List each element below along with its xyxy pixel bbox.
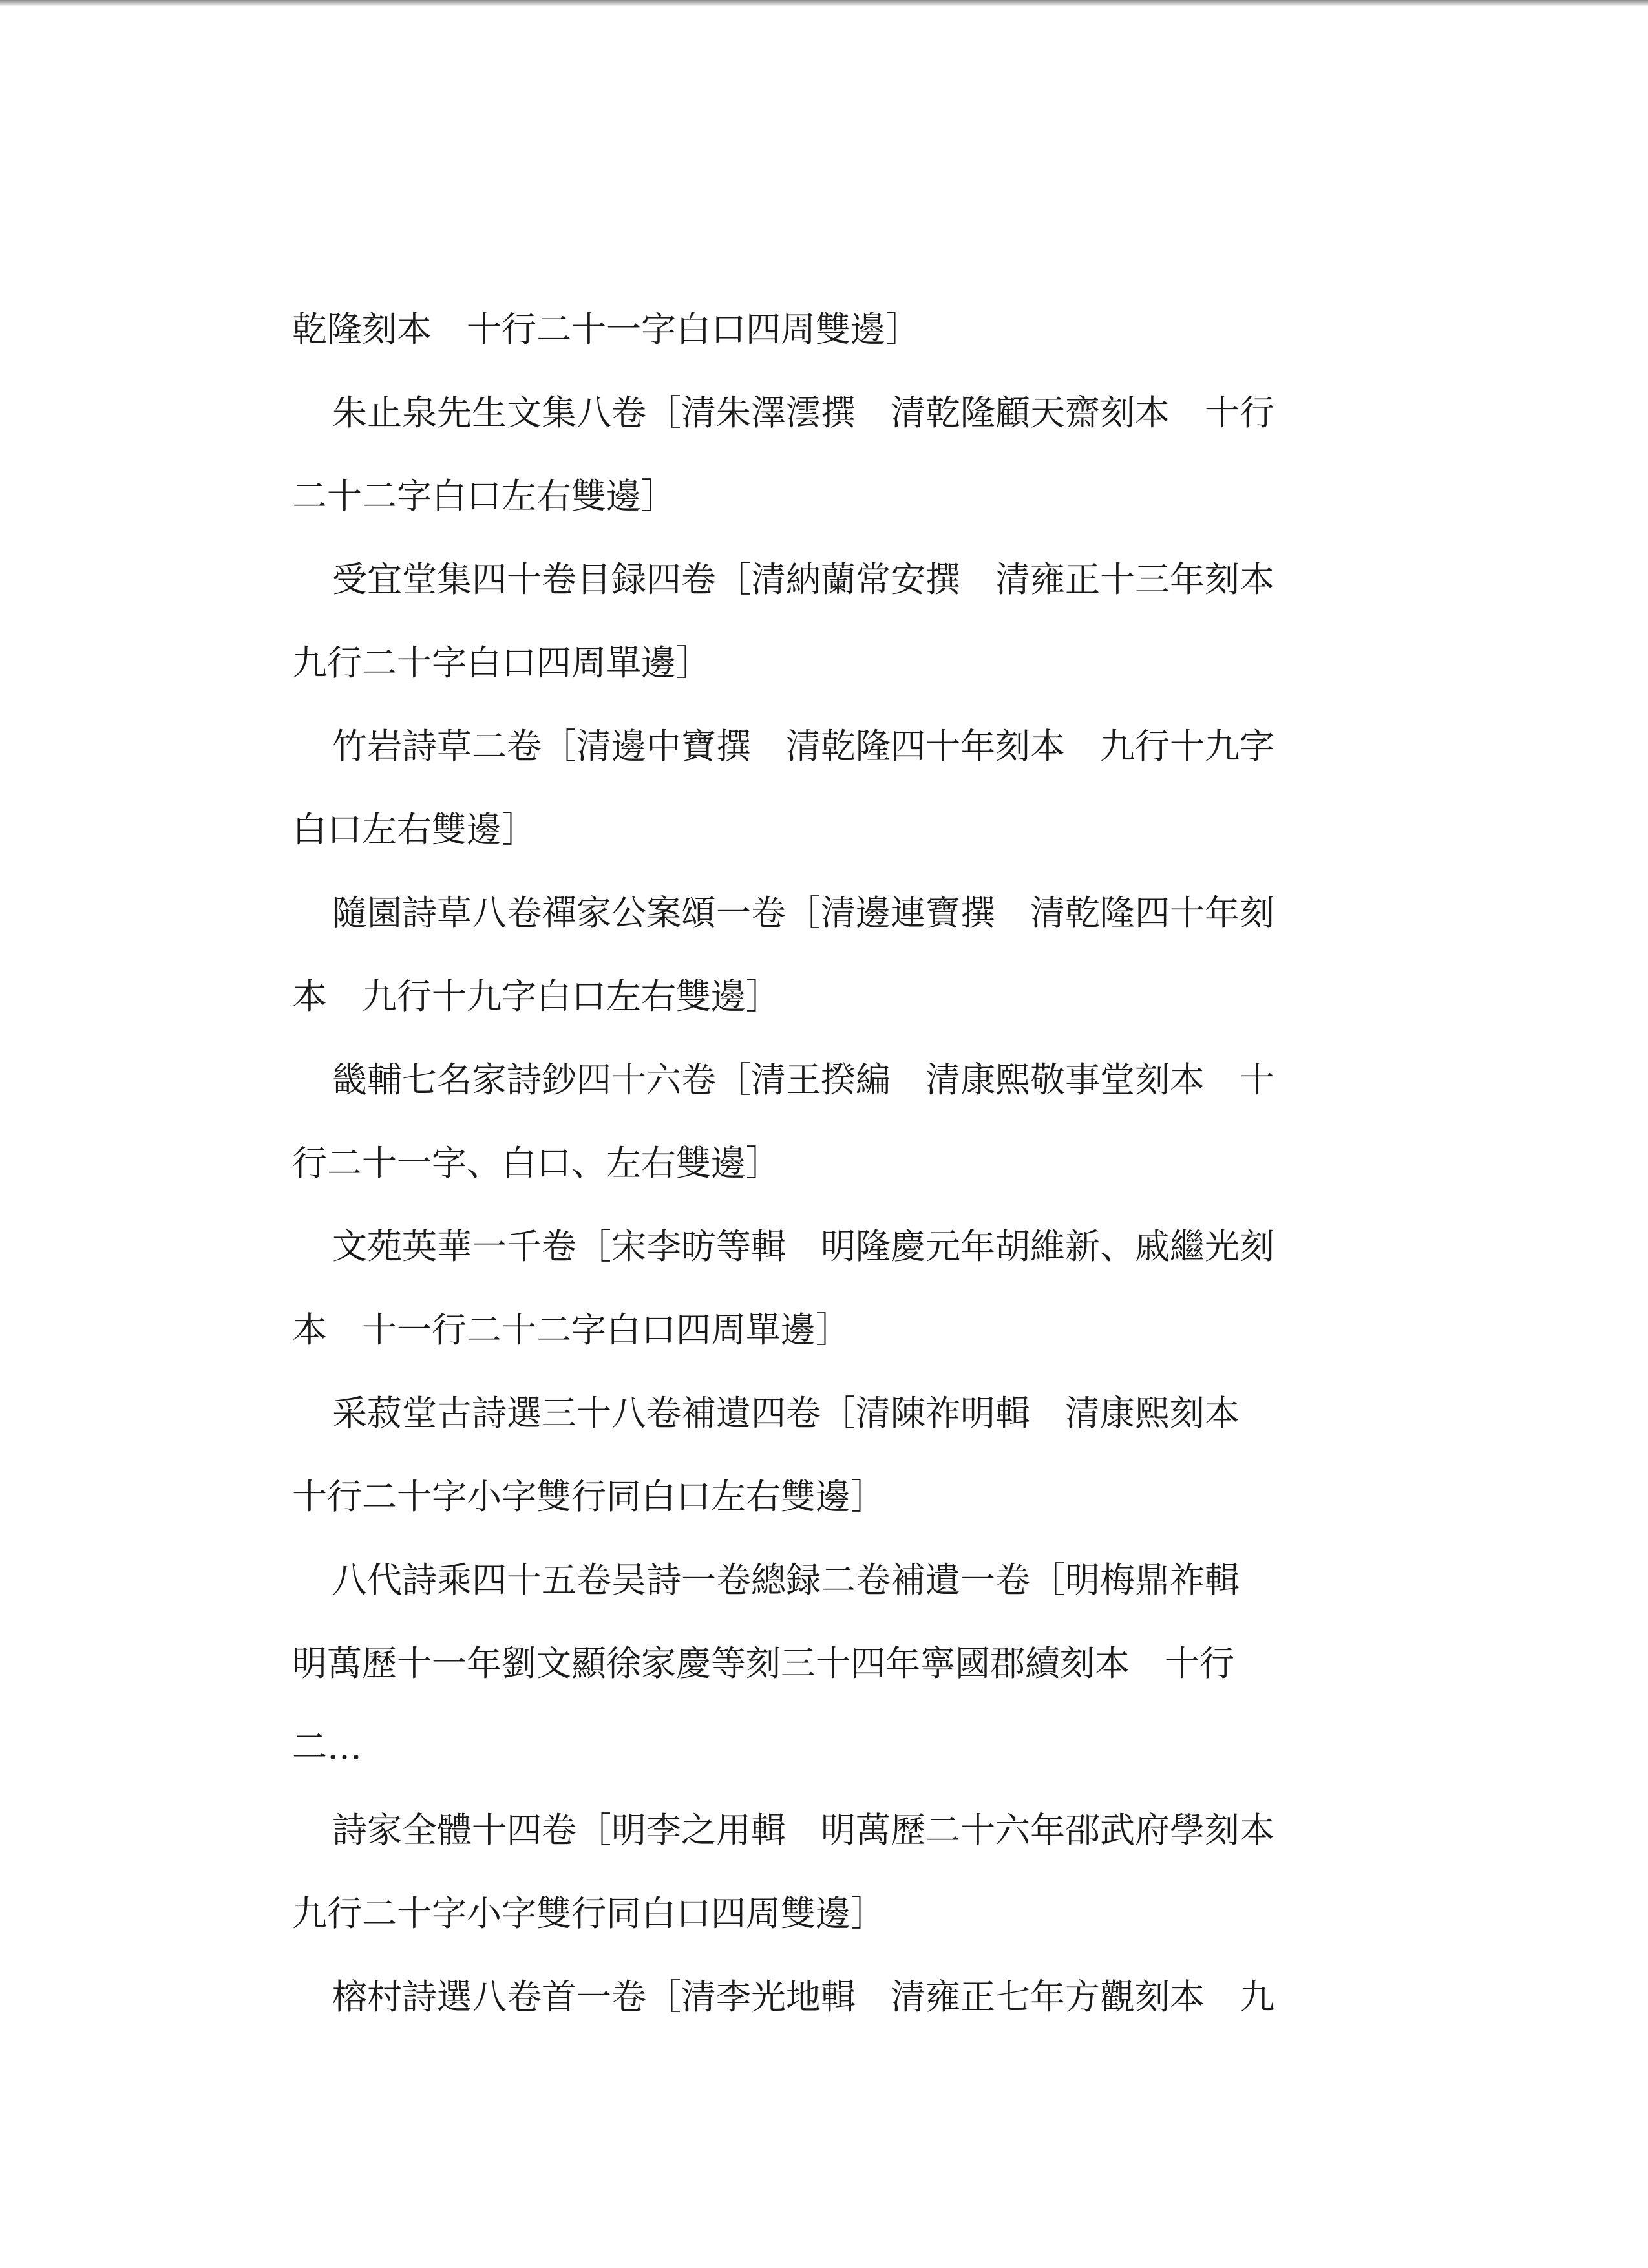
text-line: 本 十一行二十二字白口四周單邊］: [292, 1309, 850, 1350]
text-line: 九行二十字小字雙行同白口四周雙邊］: [292, 1893, 885, 1934]
catalog-text-block: [292, 288, 1365, 2039]
text-line: 竹岩詩草二卷［清邊中寶撰 清乾隆四十年刻本 九行十九字: [332, 726, 1274, 767]
text-line: 文苑英華一千卷［宋李昉等輯 明隆慶元年胡維新、戚繼光刻: [332, 1226, 1274, 1267]
text-line: 畿輔七名家詩鈔四十六卷［清王揆編 清康熙敬事堂刻本 十: [332, 1059, 1274, 1100]
text-line: 詩家全體十四卷［明李之用輯 明萬歷二十六年邵武府學刻本: [332, 1810, 1274, 1850]
scan-top-edge: [0, 0, 1648, 6]
text-line: 受宜堂集四十卷目録四卷［清納蘭常安撰 清雍正十三年刻本: [332, 559, 1274, 600]
text-line: 白口左右雙邊］: [292, 809, 536, 850]
text-line: 本 九行十九字白口左右雙邊］: [292, 976, 781, 1017]
text-line: 乾隆刻本 十行二十一字白口四周雙邊］: [292, 309, 920, 350]
text-line: 八代詩乘四十五卷吴詩一卷總録二卷補遺一卷［明梅鼎祚輯: [332, 1560, 1240, 1600]
text-line: 行二十一字、白口、左右雙邊］: [292, 1143, 781, 1183]
text-line: 隨園詩草八卷禪家公案頌一卷［清邊連寶撰 清乾隆四十年刻: [332, 893, 1274, 933]
text-line: 二…: [292, 1726, 362, 1767]
text-line: 二十二字白口左右雙邊］: [292, 476, 676, 516]
text-line: 朱止泉先生文集八卷［清朱澤澐撰 清乾隆顧天齋刻本 十行: [332, 392, 1274, 433]
text-line: 明萬歷十一年劉文顯徐家慶等刻三十四年寧國郡續刻本 十行: [292, 1643, 1234, 1684]
text-line: 榕村詩選八卷首一卷［清李光地輯 清雍正七年方觀刻本 九: [332, 1977, 1274, 2017]
text-line: 九行二十字白口四周單邊］: [292, 642, 711, 683]
text-line: 十行二十字小字雙行同白口左右雙邊］: [292, 1476, 885, 1517]
text-line: 采菽堂古詩選三十八卷補遺四卷［清陳祚明輯 清康熙刻本: [332, 1393, 1240, 1434]
